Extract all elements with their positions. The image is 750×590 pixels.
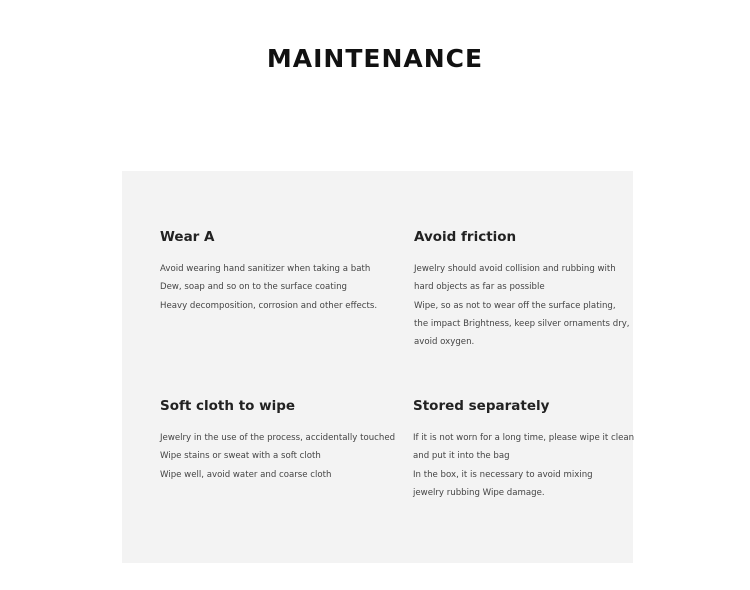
section-text-line: jewelry rubbing Wipe damage. [413,487,545,498]
section-text-line: Dew, soap and so on to the surface coating [160,282,347,293]
section-text-line: Heavy decomposition, corrosion and other effects. [160,300,378,311]
section-text-line: Avoid wearing hand sanitizer when taking a bath [160,264,371,274]
section-soft-cloth [160,398,396,484]
section-text-line: If it is not worn for a long time, please wipe it clean [413,433,635,443]
section-heading: Wear A [160,229,215,245]
section-text-line: Wipe, so as not to wear off the surface plating, [414,300,616,311]
section-text [160,429,396,484]
section-text-line: Jewelry in the use of the process, accidentally touched [160,433,396,443]
section-heading: Avoid friction [414,229,517,245]
section-text-line: In the box, it is necessary to avoid mixing [413,469,593,480]
section-heading: Stored separately [413,398,550,414]
section-text [414,260,630,351]
section-text-line: Wipe stains or sweat with a soft cloth [160,451,321,462]
section-text-line: the impact Brightness, keep silver ornaments dry, [414,318,630,329]
section-stored-separately [413,398,635,502]
section-text [413,429,635,502]
section-text-line: Jewelry should avoid collision and rubbing with [414,264,616,274]
section-wear-a [160,229,378,315]
section-heading: Soft cloth to wipe [160,398,296,414]
section-text-line: hard objects as far as possible [414,282,545,293]
maintenance-panel [122,171,633,563]
section-text-line: and put it into the bag [413,451,510,462]
section-text [160,260,378,315]
section-text-line: Wipe well, avoid water and coarse cloth [160,469,332,480]
section-avoid-friction [414,229,630,351]
page-title: MAINTENANCE [266,44,484,73]
section-text-line: avoid oxygen. [414,337,475,348]
